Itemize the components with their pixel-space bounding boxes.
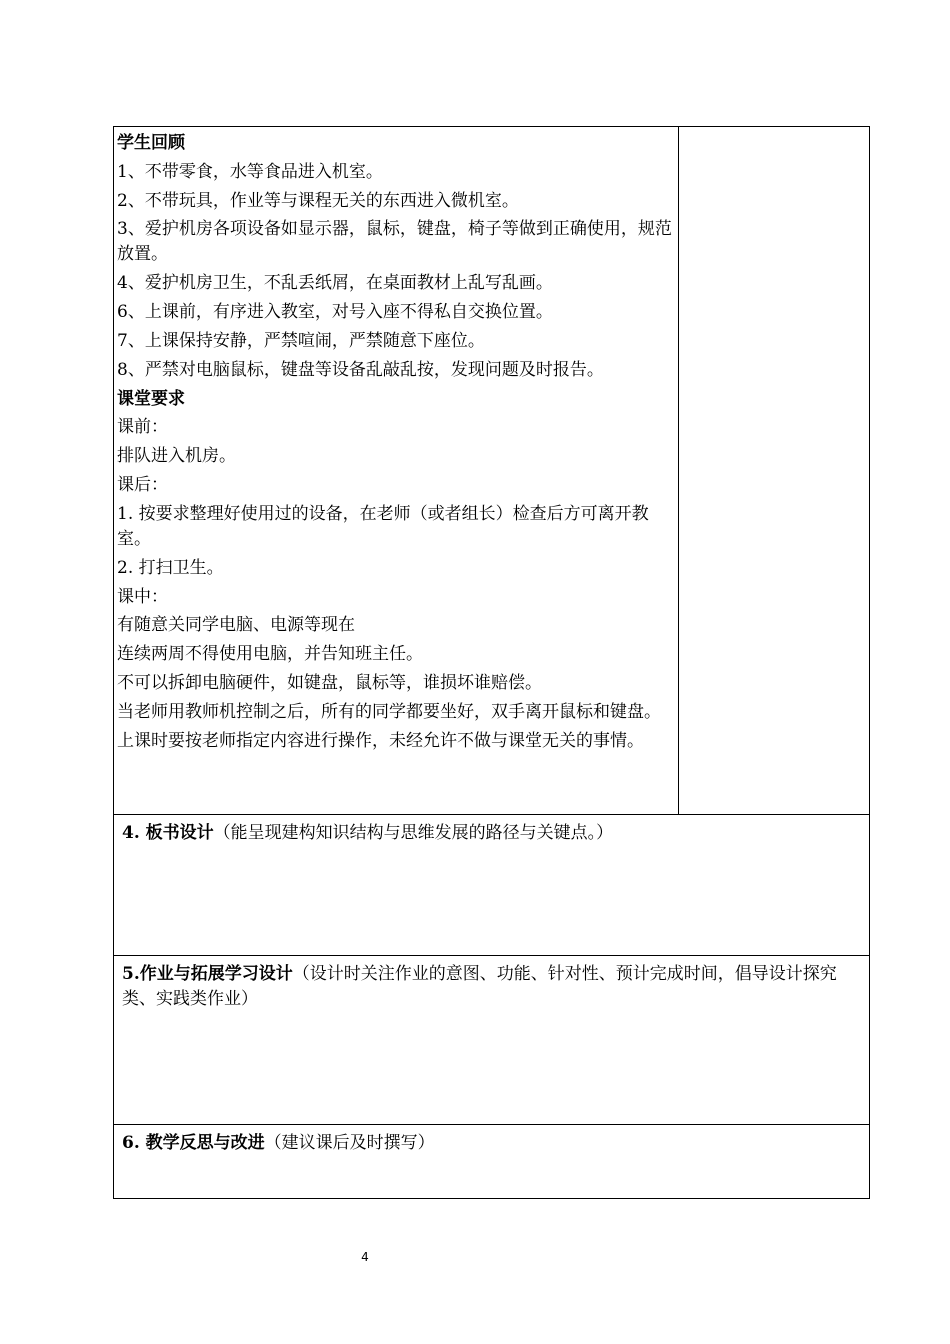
table-row bbox=[114, 1125, 870, 1199]
board-design-note: （能呈现建构知识结构与思维发展的路径与关键点。） bbox=[213, 823, 614, 843]
after-class-item: 1. 按要求整理好使用过的设备，在老师（或者组长）检查后方可离开教室。 bbox=[117, 503, 649, 549]
notes-cell bbox=[679, 127, 870, 815]
table-row bbox=[114, 956, 870, 1125]
during-class-item: 当老师用教师机控制之后，所有的同学都要坐好，双手离开鼠标和键盘。 bbox=[117, 701, 661, 722]
review-item: 6、上课前，有序进入教室，对号入座不得私自交换位置。 bbox=[117, 302, 553, 323]
board-design-cell bbox=[114, 815, 870, 956]
during-class-item: 上课时要按老师指定内容进行操作，未经允许不做与课堂无关的事情。 bbox=[117, 730, 644, 751]
review-item: 2、不带玩具，作业等与课程无关的东西进入微机室。 bbox=[117, 190, 519, 211]
after-class-item: 2. 打扫卫生。 bbox=[117, 557, 224, 578]
table-row bbox=[114, 815, 870, 956]
during-class-item: 不可以拆卸电脑硬件，如键盘，鼠标等，谁损坏谁赔偿。 bbox=[117, 672, 542, 693]
review-item: 7、上课保持安静，严禁喧闹，严禁随意下座位。 bbox=[117, 330, 485, 351]
reflection-note: （建议课后及时撰写） bbox=[264, 1133, 435, 1153]
lesson-plan-table bbox=[113, 126, 870, 1199]
review-item: 8、严禁对电脑鼠标，键盘等设备乱敲乱按，发现问题及时报告。 bbox=[117, 359, 604, 380]
during-class-item: 有随意关同学电脑、电源等现在 bbox=[117, 615, 355, 636]
after-class-label: 课后： bbox=[117, 474, 168, 495]
review-title: 学生回顾 bbox=[117, 133, 185, 153]
page-number: 4 bbox=[361, 1250, 369, 1264]
homework-design-cell bbox=[114, 956, 870, 1125]
homework-design-note: （设计时关注作业的意图、功能、针对性、预计完成时间，倡导设计探究类、实践类作业） bbox=[122, 964, 837, 1009]
review-item: 3、爱护机房各项设备如显示器，鼠标，键盘，椅子等做到正确使用，规范放置。 bbox=[117, 219, 672, 265]
requirements-title: 课堂要求 bbox=[117, 388, 185, 409]
review-item: 1、不带零食，水等食品进入机室。 bbox=[117, 161, 383, 182]
before-class-text: 排队进入机房。 bbox=[117, 446, 236, 467]
reflection-title: 6. 教学反思与改进 bbox=[122, 1133, 265, 1153]
during-class-label: 课中： bbox=[117, 586, 168, 607]
review-item: 4、爱护机房卫生，不乱丢纸屑，在桌面教材上乱写乱画。 bbox=[117, 273, 553, 294]
homework-design-title: 5.作业与拓展学习设计 bbox=[122, 964, 293, 984]
table-row bbox=[114, 127, 870, 815]
before-class-label: 课前： bbox=[117, 417, 168, 438]
reflection-cell bbox=[114, 1125, 870, 1199]
content-cell bbox=[114, 127, 679, 815]
during-class-item: 连续两周不得使用电脑，并告知班主任。 bbox=[117, 644, 423, 665]
board-design-title: 4. 板书设计 bbox=[122, 823, 214, 843]
